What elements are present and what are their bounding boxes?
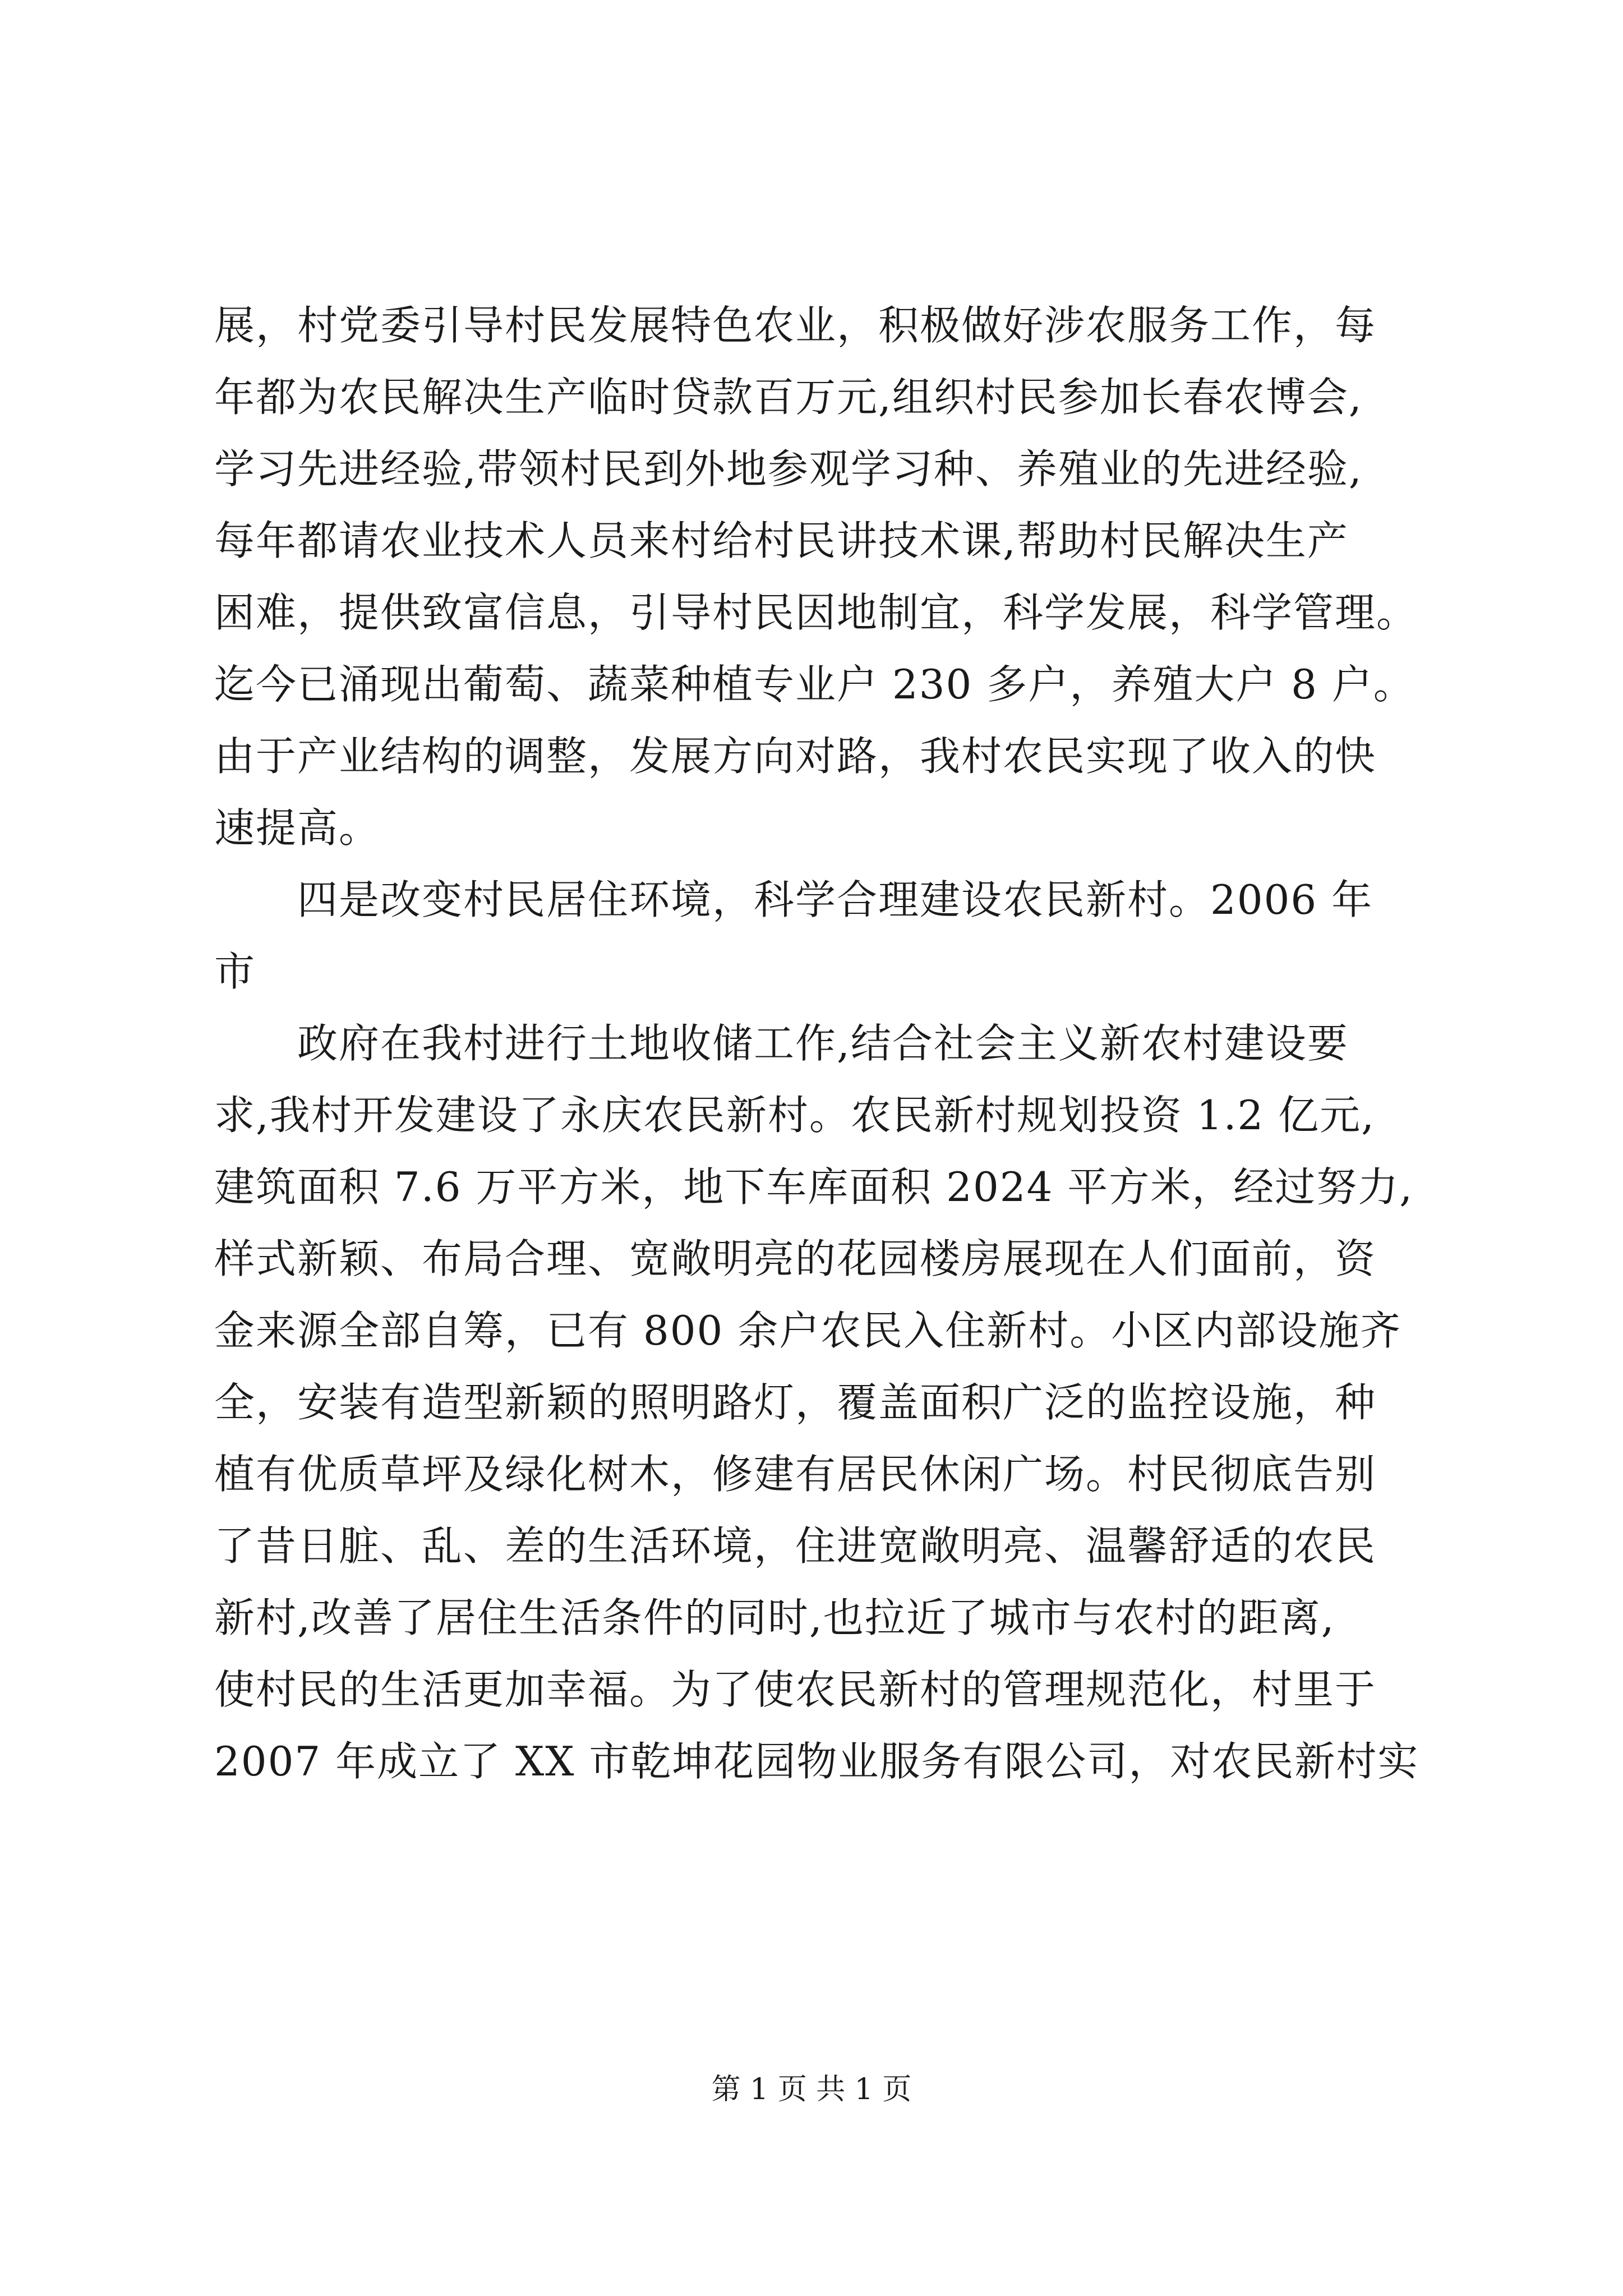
text-line: 新村,改善了居住生活条件的同时,也拉近了城市与农村的距离, (214, 1594, 1335, 1641)
text-line: 展，村党委引导村民发展特色农业，积极做好涉农服务工作，每 (214, 302, 1377, 349)
text-line: 建筑面积 7.6 万平方米，地下车库面积 2024 平方米，经过努力, (214, 1163, 1414, 1211)
text-line: 政府在我村进行土地收储工作,结合社会主义新农村建设要 (214, 1020, 1349, 1067)
text-line: 速提高。 (214, 804, 381, 852)
text-line: 迄今已涌现出葡萄、蔬菜种植专业户 230 多户，养殖大户 8 户。 (214, 661, 1415, 708)
text-line: 全，安装有造型新颖的照明路灯，覆盖面积广泛的监控设施，种 (214, 1379, 1377, 1426)
text-line: 样式新颖、布局合理、宽敞明亮的花园楼房展现在人们面前，资 (214, 1235, 1377, 1282)
text-line: 每年都请农业技术人员来村给村民讲技术课,帮助村民解决生产 (214, 517, 1349, 564)
page-number: 第 1 页 共 1 页 (711, 2073, 912, 2106)
text-line: 使村民的生活更加幸福。为了使农民新村的管理规范化，村里于 (214, 1666, 1377, 1713)
text-line: 年都为农民解决生产临时贷款百万元,组织村民参加长春农博会, (214, 374, 1363, 421)
text-line: 求,我村开发建设了永庆农民新村。农民新村规划投资 1.2 亿元, (214, 1092, 1376, 1139)
text-line: 植有优质草坪及绿化树木，修建有居民休闲广场。村民彻底告别 (214, 1451, 1377, 1498)
text-line: 由于产业结构的调整，发展方向对路，我村农民实现了收入的快 (214, 733, 1377, 780)
page-footer (0, 2070, 1623, 2109)
text-line: 了昔日脏、乱、差的生活环境，住进宽敞明亮、温馨舒适的农民 (214, 1522, 1377, 1570)
text-line: 2007 年成立了 XX 市乾坤花园物业服务有限公司，对农民新村实 (214, 1738, 1419, 1785)
text-line: 四是改变村民居住环境，科学合理建设农民新村。2006 年 (214, 876, 1373, 923)
text-line: 困难，提供致富信息，引导村民因地制宜，科学发展，科学管理。 (214, 589, 1418, 636)
text-line: 金来源全部自筹，已有 800 余户农民入住新村。小区内部设施齐 (214, 1307, 1402, 1354)
text-line: 学习先进经验,带领村民到外地参观学习种、养殖业的先进经验, (214, 445, 1363, 493)
text-line: 市 (214, 948, 256, 995)
